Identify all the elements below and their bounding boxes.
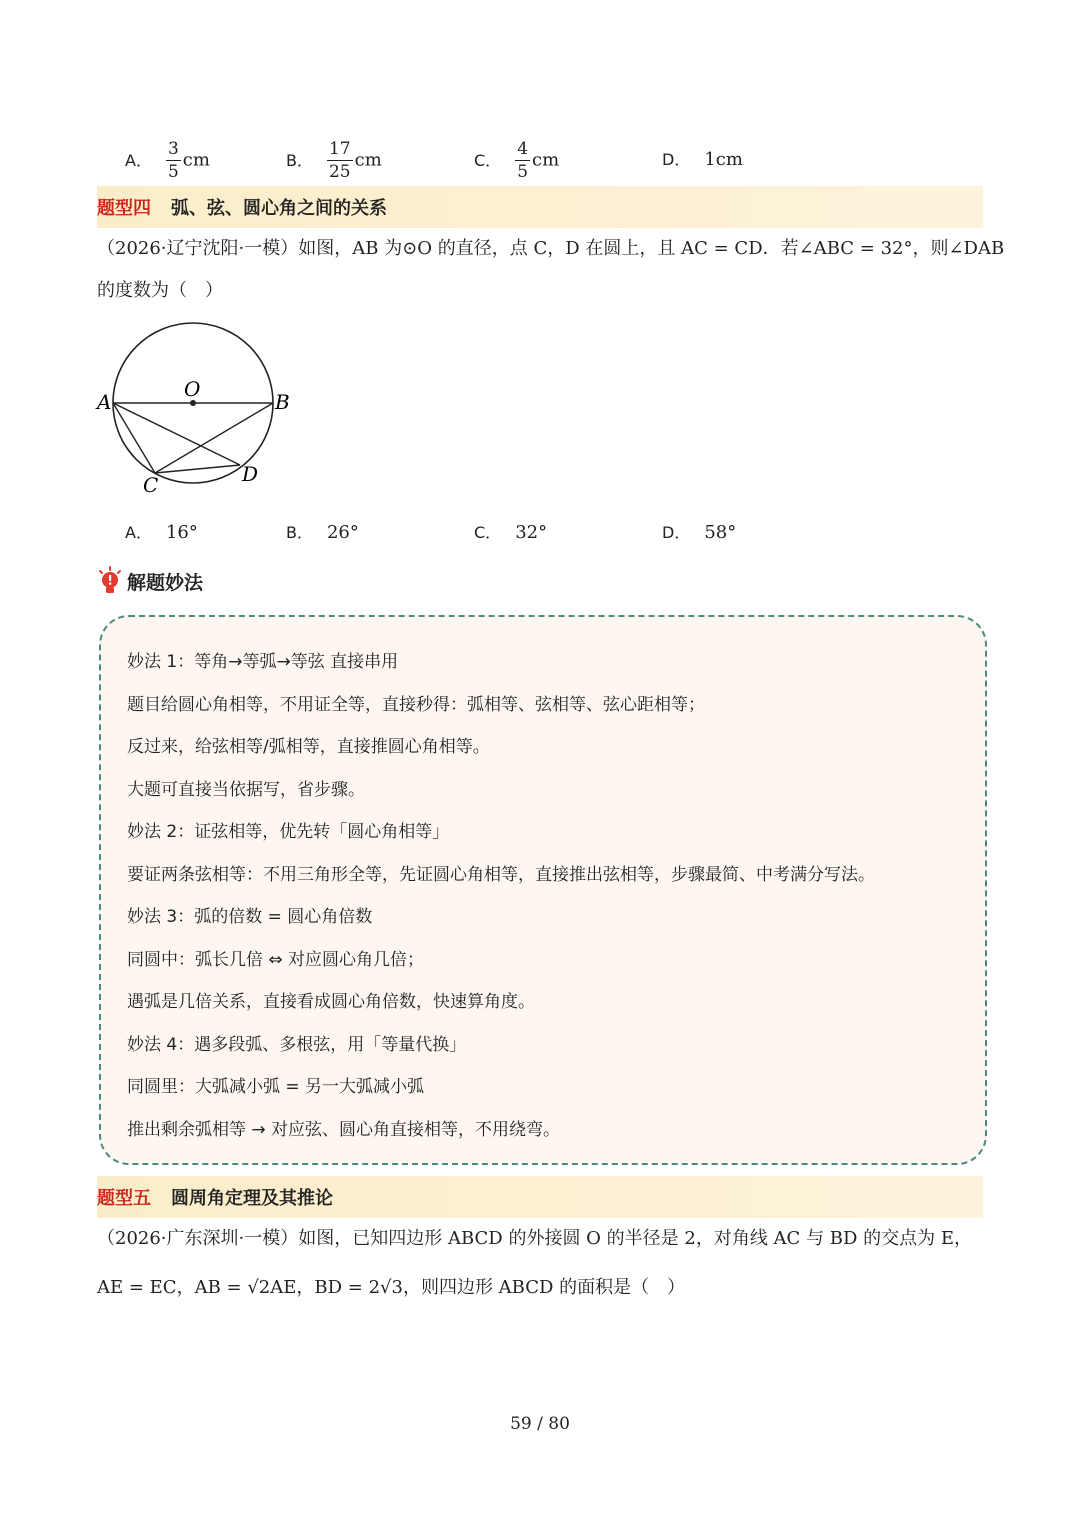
- label-b: B: [275, 390, 290, 414]
- option-a: A． 16°: [125, 522, 198, 543]
- tip-line: 同圆中：弧长几倍 ⇔ 对应圆心角几倍；: [127, 950, 425, 970]
- option-a: A． $\frac{3}{5}$ cm: [125, 139, 210, 182]
- tip-line: 反过来，给弦相等/弧相等，直接推圆心角相等。: [127, 737, 490, 757]
- option-b: B． 26°: [286, 522, 359, 543]
- tip-line: 题目给圆心角相等，不用证全等，直接秒得：弧相等、弦相等、弦心距相等；: [127, 695, 705, 715]
- page-number: 59 / 80: [510, 1414, 570, 1434]
- tip-line: 妙法 2：证弦相等，优先转「圆心角相等」: [127, 822, 450, 842]
- lightbulb-icon: [97, 566, 123, 596]
- tip-line: 妙法 1：等角→等弧→等弦 直接串用: [127, 652, 399, 672]
- label-o: O: [184, 377, 201, 401]
- option-c: C． $\frac{4}{5}$ cm: [474, 139, 560, 182]
- label-a: A: [97, 390, 112, 414]
- tip-line: 要证两条弦相等：不用三角形全等，先证圆心角相等，直接推出弦相等，步骤最简、中考满分写法。: [127, 865, 875, 885]
- question-text-line1: （2026·广东深圳·一模）如图，已知四边形 ABCD 的外接圆 O 的半径是 2，对角线 AC 与 BD 的交点为 E，: [97, 1228, 973, 1249]
- section-tag: 题型四: [97, 198, 151, 219]
- option-d: D． 1cm: [662, 149, 743, 170]
- label-d: D: [242, 462, 259, 486]
- section-tag: 题型五: [97, 1188, 151, 1209]
- tips-heading: 解题妙法: [97, 566, 203, 596]
- question-text-line1: （2026·辽宁沈阳·一模）如图，AB 为⊙O 的直径，点 C，D 在圆上，且 AC = CD．若∠ABC = 32°，则∠DAB: [97, 238, 1005, 259]
- tip-line: 遇弧是几倍关系，直接看成圆心角倍数，快速算角度。: [127, 992, 535, 1012]
- option-c: C． 32°: [474, 522, 548, 543]
- tip-line: 妙法 4：遇多段弧、多根弦，用「等量代换」: [127, 1035, 467, 1055]
- label-c: C: [143, 473, 159, 497]
- question-text-line2: 的度数为（ ）: [97, 280, 223, 301]
- tip-line: 推出剩余弧相等 → 对应弦、圆心角直接相等，不用绕弯。: [127, 1120, 561, 1140]
- option-d: D． 58°: [662, 522, 737, 543]
- question-text-line2: AE = EC，AB = √2AE，BD = 2√3，则四边形 ABCD 的面积是（ ）: [97, 1277, 686, 1298]
- section-title: 弧、弦、圆心角之间的关系: [171, 198, 387, 219]
- tip-line: 同圆里：大弧减小弧 = 另一大弧减小弧: [127, 1077, 425, 1097]
- section-header-4: [97, 186, 983, 228]
- option-b: B． $\frac{17}{25}$ cm: [286, 139, 382, 182]
- section-header-5: [97, 1176, 983, 1218]
- tip-line: 妙法 3：弧的倍数 = 圆心角倍数: [127, 907, 373, 927]
- tip-line: 大题可直接当依据写，省步骤。: [127, 780, 365, 800]
- section-title: 圆周角定理及其推论: [171, 1188, 333, 1209]
- circle-figure: [92, 318, 302, 500]
